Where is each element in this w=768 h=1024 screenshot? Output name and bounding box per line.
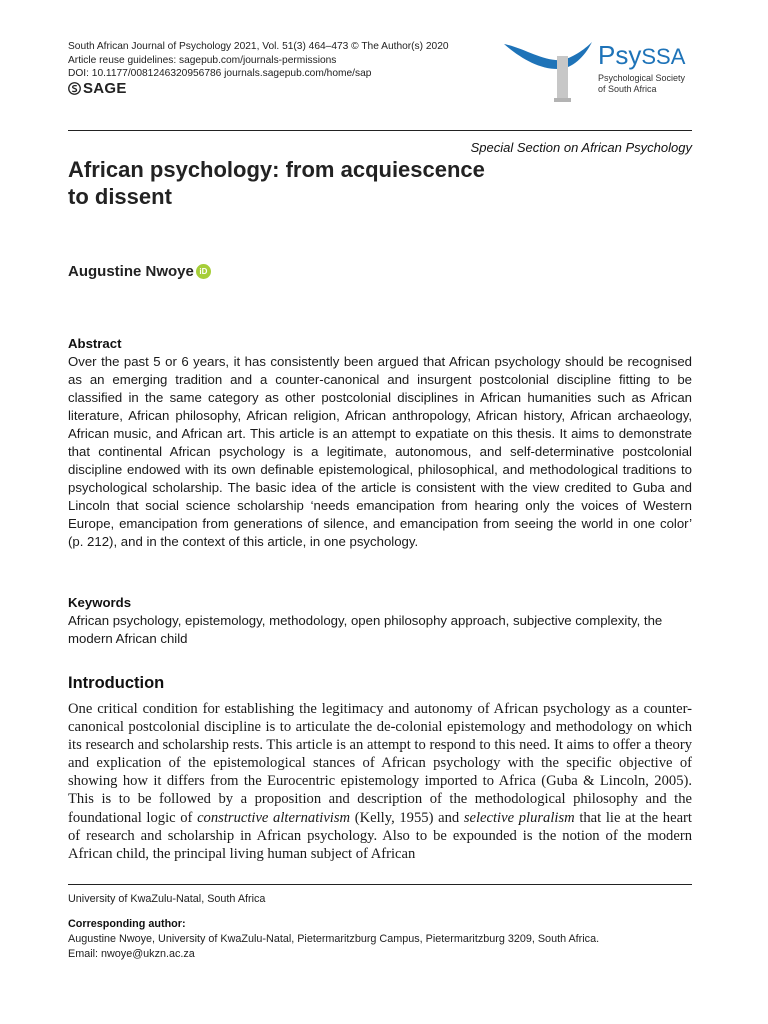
- introduction-heading: Introduction: [68, 674, 165, 692]
- abstract-text: Over the past 5 or 6 years, it has consistently been argued that African psychology should be recognised as an emerging tradition and a counter-canonical and insurgent postcolonial discipline fitting to be classified in the same category as other postcolonial disciplines in African humanities such as African literature, African philosophy, African religion, African anthropology, African history, African archaeology, African music, and African art. This article is an attempt to expatiate on this thesis. It aims to demonstrate that continental African psychology is a legitimate, autonomous, and self-determinative postcolonial discipline endowed with its own definable epistemological, philosophical, and methodological traditions to psychological scholarship. The basic idea of the article is consistent with the view credited to Guba and Lincoln that social science scholarship ‘needs emancipation from hearing only the voices of Western Europe, emancipation from generations of silence, and emancipation from seeing the world in one color’ (p. 212), and in the context of this article, in one psychology.: [68, 354, 692, 549]
- corresponding-author-details: [68, 932, 599, 961]
- intro-italic-term-1: constructive alternativism: [197, 809, 351, 826]
- orcid-icon[interactable]: iD: [196, 264, 211, 279]
- publisher-name: SAGE: [83, 79, 127, 97]
- psyssa-subtitle-line-1: Psychological Society: [598, 73, 686, 83]
- corresponding-email[interactable]: Email: nwoye@ukzn.ac.za: [68, 947, 195, 960]
- corresponding-address: Augustine Nwoye, University of KwaZulu-Natal, Pietermaritzburg Campus, Pietermaritzburg 3209, South Africa.: [68, 933, 600, 945]
- author-line: [68, 263, 211, 280]
- section-label: Special Section on African Psychology: [470, 140, 692, 155]
- reuse-guidelines: Article reuse guidelines: sagepub.com/journals-permissions: [68, 54, 337, 66]
- corresponding-author-heading: Corresponding author:: [68, 918, 186, 930]
- doi-line: DOI: 10.1177/0081246320956786 journals.sagepub.com/home/sap: [68, 68, 372, 79]
- journal-metadata: [68, 40, 449, 95]
- intro-text-part-2: (Kelly, 1955) and: [350, 809, 464, 826]
- intro-text-part-1: One critical condition for establishing the legitimacy and autonomy of African psychology as a counter-canonical postcolonial discipline is to articulate the de-colonial epistemology and methodology on which its research and scholarship rests. This article is an attempt to respond to this need. It aims to offer a theory and explication of the epistemological stances of African psychology with the specific objective of showing how it differs from the Eurocentric epistemology imported to Africa (Guba & Lincoln, 2005). This is to be followed by a proposition and description of the methodological philosophy and the foundational logic of: [68, 701, 692, 826]
- psyssa-logo: [500, 36, 700, 104]
- affiliation: University of KwaZulu-Natal, South Africa: [68, 893, 266, 905]
- psyssa-emblem-icon: [500, 36, 596, 104]
- footnote-divider: [68, 884, 692, 885]
- psyssa-wordmark: [598, 40, 685, 71]
- psyssa-main: Psy: [598, 40, 642, 70]
- abstract-heading: Abstract: [68, 336, 122, 351]
- sage-logo: [68, 79, 449, 97]
- intro-italic-term-2: selective pluralism: [463, 809, 575, 826]
- keywords-text: African psychology, epistemology, methodology, open philosophy approach, subjective complexity, the modern African child: [68, 613, 663, 646]
- introduction-text: [68, 700, 692, 863]
- sage-mark-icon: [68, 82, 81, 95]
- psyssa-tail: SSA: [641, 44, 686, 69]
- psyssa-subtitle-line-2: of South Africa: [598, 84, 657, 94]
- keywords-heading: Keywords: [68, 595, 132, 610]
- psyssa-subtitle: [598, 73, 685, 95]
- header-divider: [68, 130, 692, 131]
- author-name[interactable]: Augustine Nwoye: [68, 263, 194, 280]
- journal-citation: South African Journal of Psychology 2021, Vol. 51(3) 464–473 © The Author(s) 2020: [68, 41, 449, 52]
- article-title: African psychology: from acquiescence to dissent: [68, 157, 485, 209]
- intro-text-part-3: that lie at the heart of research and scholarship in African psychology. Also to be expounded is the notion of the modern African child, the principal living human subject of African: [68, 809, 692, 862]
